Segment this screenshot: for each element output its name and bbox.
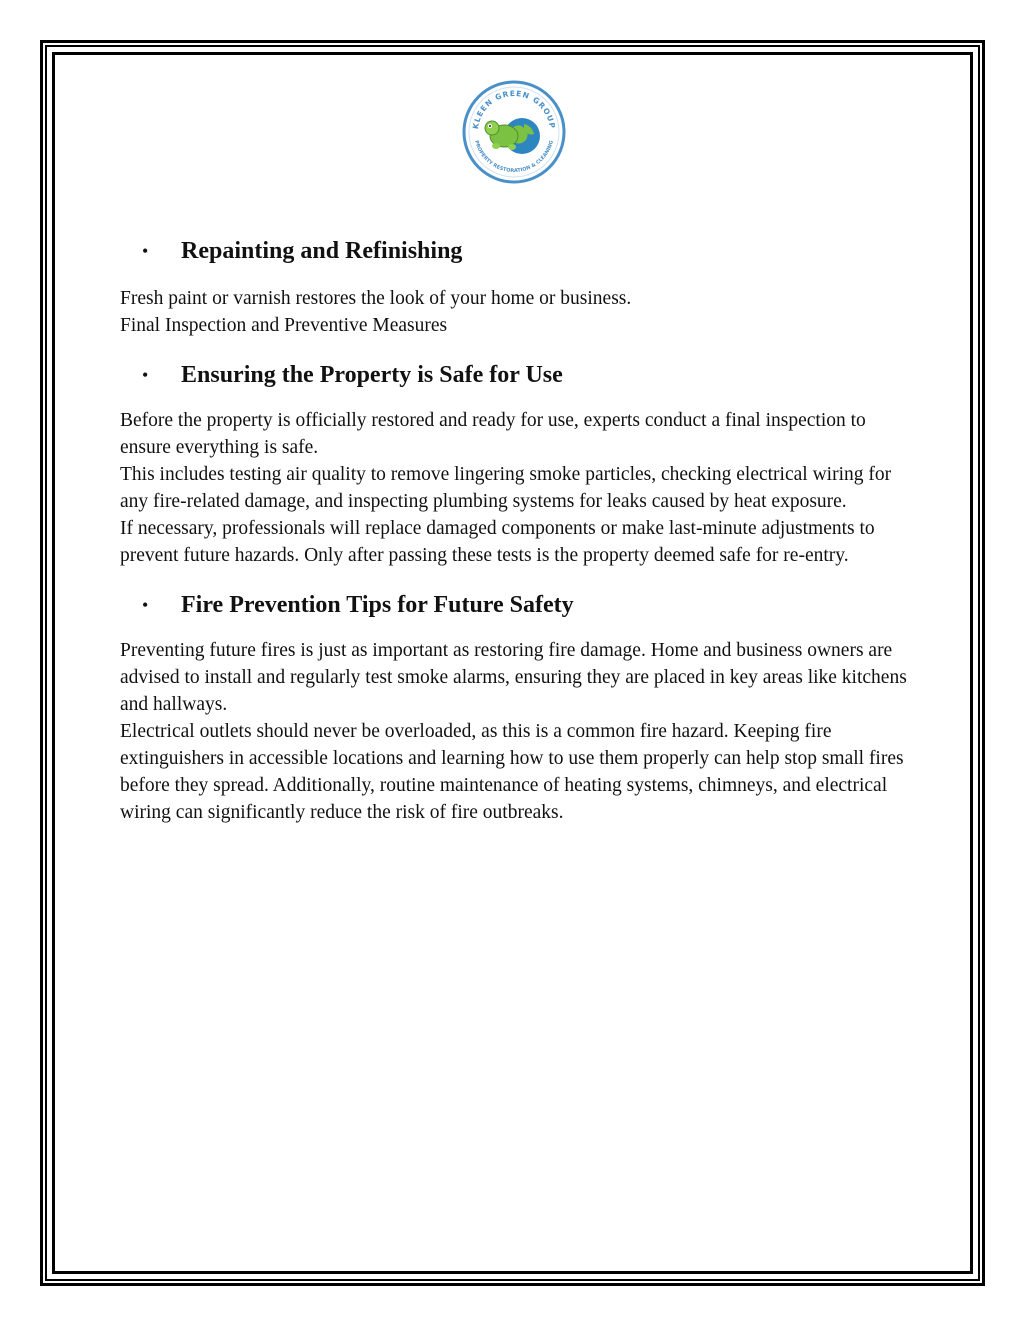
paragraph: Fresh paint or varnish restores the look of your home or business. (120, 288, 632, 309)
logo-bottom-text: PROPERTY RESTORATION & CLEANING (473, 139, 555, 175)
section-body (120, 285, 910, 339)
paragraph: Electrical outlets should never be overloaded, as this is a common fire hazard. Keeping fire extinguishers in accessible locations and learning how to use them properly can help stop small fires before they spread. Additionally, routine maintenance of heating systems, chimneys, and electrical wiring can significantly reduce the risk of fire outbreaks. (120, 721, 904, 823)
section-body (120, 407, 910, 569)
bullet-icon: • (142, 365, 149, 385)
paragraph: If necessary, professionals will replace damaged components or make last-minute adjustments to prevent future hazards. Only after passing these tests is the property deemed safe for re-entry. (120, 518, 875, 566)
paragraph: Before the property is officially restored and ready for use, experts conduct a final inspection to ensure everything is safe. (120, 410, 866, 458)
paragraph: This includes testing air quality to remove lingering smoke particles, checking electrical wiring for any fire-related damage, and inspecting plumbing systems for leaks caused by heat exposure. (120, 464, 892, 512)
bullet-icon: • (142, 595, 149, 615)
section-heading: • Repainting and Refinishing (120, 235, 910, 267)
section-body (120, 637, 910, 826)
bullet-icon: • (142, 241, 149, 261)
document-body (120, 230, 910, 826)
section-heading: • Fire Prevention Tips for Future Safety (120, 589, 910, 621)
section-heading: • Ensuring the Property is Safe for Use (120, 359, 910, 391)
company-logo (462, 80, 566, 184)
logo-top-text: KLEEN GREEN GROUP (471, 88, 557, 130)
paragraph: Preventing future fires is just as important as restoring fire damage. Home and business owners are advised to install and regularly test smoke alarms, ensuring they are placed in key areas like kitchens and hallways. (120, 640, 907, 715)
paragraph: Final Inspection and Preventive Measures (120, 315, 448, 336)
